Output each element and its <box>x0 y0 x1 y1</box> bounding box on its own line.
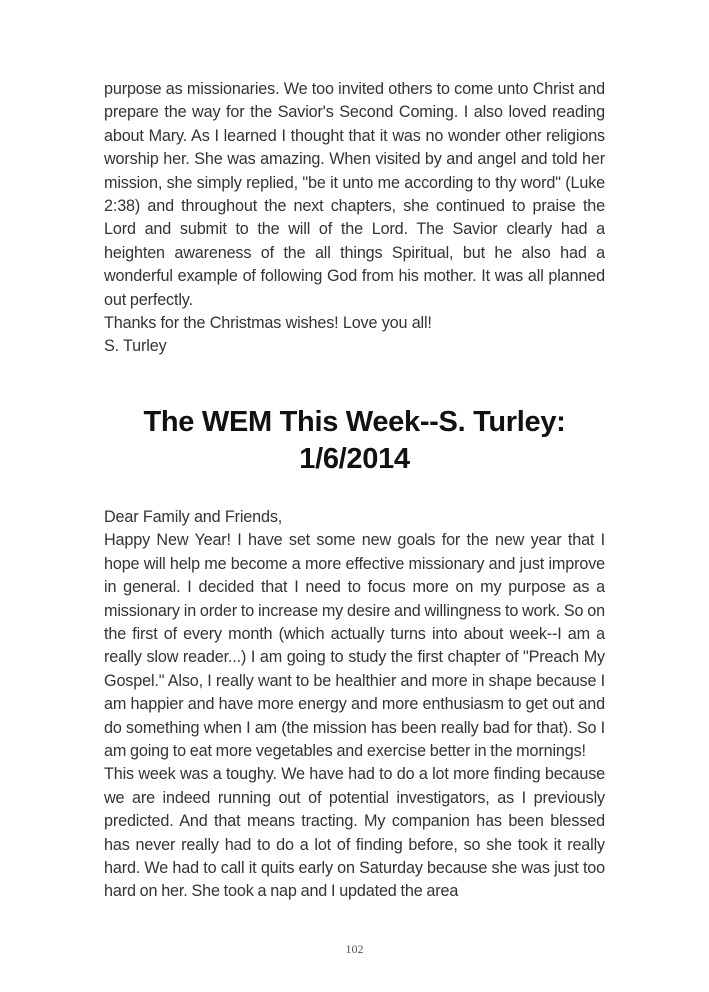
entry-title <box>104 404 605 478</box>
page-number: 102 <box>345 942 364 956</box>
entry-paragraph-1: Happy New Year! I have set some new goals for the new year that I hope will help me become a more effective missionary and just improve in general. I decided that I need to focus more on my purpose as a missionary in order to increase my desire and willingness to work. So on the first of every month (which actually turns into about week--I am a really slow reader...) I am going to study the first chapter of "Preach My Gospel." Also, I really want to be healthier and more in shape because I am happier and have more energy and more enthusiasm to get out and do something when I am (the mission has been really bad for that). So I am going to eat more vegetables and exercise better in the mornings! <box>104 531 605 760</box>
entry-greeting: Dear Family and Friends, <box>104 507 283 526</box>
entry-body <box>104 506 605 904</box>
document-page <box>104 78 605 904</box>
entry-paragraph-2: This week was a toughy. We have had to do a lot more finding because we are indeed running out of potential investigators, as I previously predicted. And that means tracting. My companion has been blessed has never really had to do a lot of finding before, so she took it really hard. We had to call it quits early on Saturday because she was just too hard on her. She took a nap and I updated the area <box>104 765 605 901</box>
entry-title-line-1: The WEM This Week--S. Turley: <box>143 405 566 438</box>
previous-letter-signature: S. Turley <box>104 337 167 356</box>
previous-letter-body: purpose as missionaries. We too invited others to come unto Christ and prepare the way for the Savior's Second Coming. I also loved reading about Mary. As I learned I thought that it was no wonder other religions worship her. She was amazing. When visited by and angel and told her mission, she simply replied, "be it unto me according to thy word" (Luke 2:38) and throughout the next chapters, she continued to praise the Lord and submit to the will of the Lord. The Savior clearly had a heighten awareness of the all things Spiritual, but he also had a wonderful example of following God from his mother. It was all planned out perfectly. <box>104 80 605 309</box>
entry-title-line-2: 1/6/2014 <box>299 442 410 475</box>
previous-letter-thanks: Thanks for the Christmas wishes! Love you all! <box>104 314 432 333</box>
